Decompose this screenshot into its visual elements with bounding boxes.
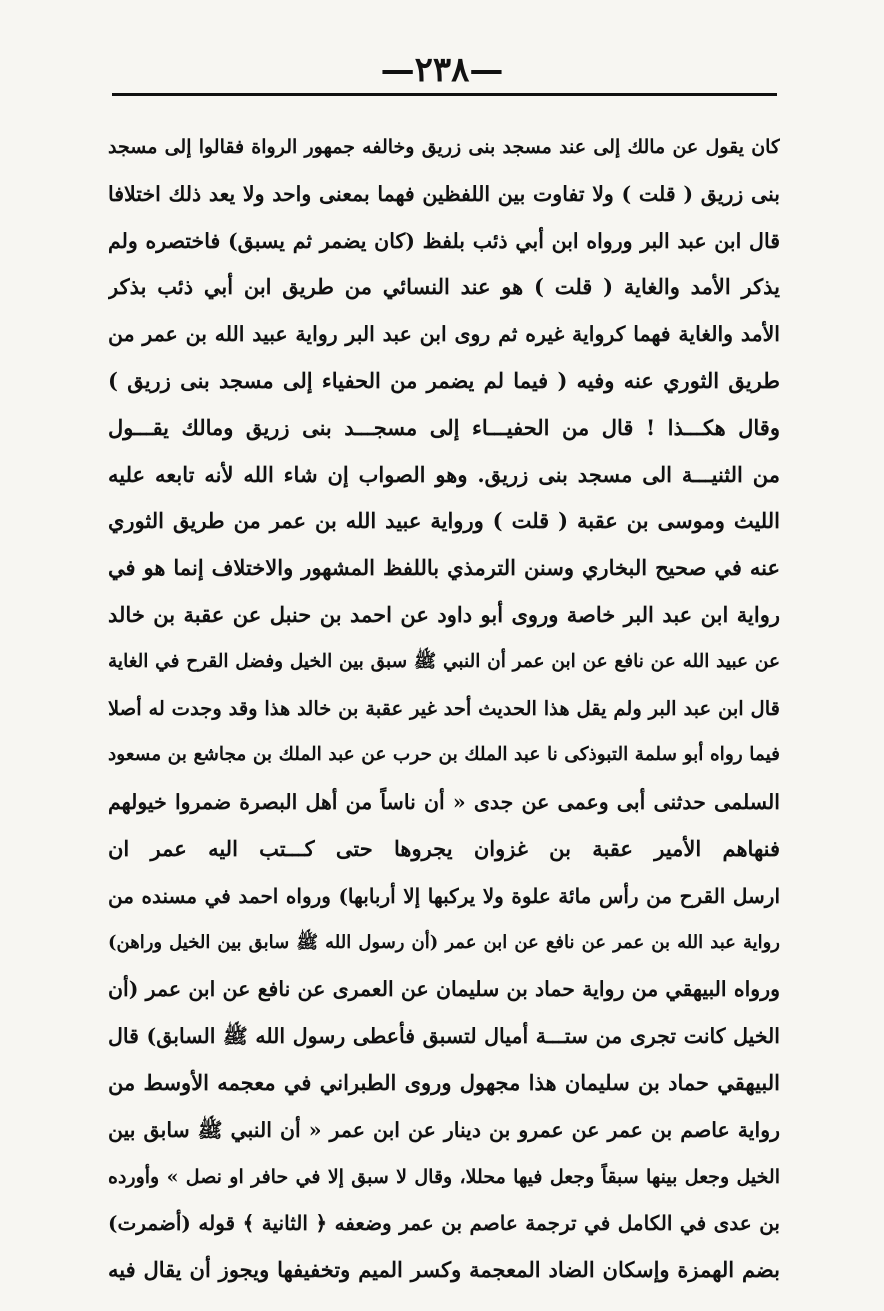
text-line: عن عبيد الله عن نافع عن ابن عمر أن النبي ﷺ سبق بين الخيل وفضل القرح في الغاية [108,650,780,672]
text-line: الخيل كانت تجرى من ستـــة أميال لتسبق فأعطى رسول الله ﷺ السابق) قال [108,1024,780,1049]
text-line: بن عدى في الكامل في ترجمة عاصم بن عمر وضعفه ﴿ الثانية ﴾ قوله (أضمرت) [108,1211,780,1236]
text-line: رواية عبد الله بن عمر عن نافع عن ابن عمر (أن رسول الله ﷺ سابق بين الخيل وراهن) [108,931,780,953]
text-line: الأمد والغاية فهما كرواية غيره ثم روى ابن عبد البر رواية عبيد الله بن عمر من [108,322,780,347]
text-line: بضم الهمزة وإسكان الضاد المعجمة وكسر الميم وتخفيفها ويجوز أن يقال فيه [108,1257,780,1283]
page-number: —٢٣٨— [380,50,504,90]
body-text [108,124,780,1294]
text-line: قال ابن عبد البر ورواه ابن أبي ذئب بلفظ (كان يضمر ثم يسبق) فاختصره ولم [108,228,780,253]
text-line: البيهقي حماد بن سليمان هذا مجهول وروى الطبراني في معجمه الأوسط من [108,1069,780,1095]
text-line: السلمى حدثنى أبى وعمى عن جدى « أن ناساً من أهل البصرة ضمروا خيولهم [108,790,780,815]
text-line: الخيل وجعل بينها سبقاً وجعل فيها محللا، وقال لا سبق إلا في حافر او نصل » وأورده [108,1165,780,1188]
text-line: الليث وموسى بن عقبة ( قلت ) ورواية عبيد الله بن عمر من طريق الثوري [108,508,780,534]
text-line: ارسل القرح من رأس مائة علوة ولا يركبها إلا أربابها) ورواه احمد في مسنده من [108,883,780,908]
text-line: بنى زريق ( قلت ) ولا تفاوت بين اللفظين فهما بمعنى واحد ولا يعد ذلك اختلافا [108,181,780,206]
text-line: من الثنيـــة الى مسجد بنى زريق. وهو الصواب إن شاء الله لأنه تابعه عليه [108,461,780,487]
text-line: يذكر الأمد والغاية ( قلت ) هو عند النسائي من طريق ابن أبي ذئب بذكر [108,274,780,300]
text-line: ورواه البيهقي من رواية حماد بن سليمان عن العمرى عن نافع عن ابن عمر (أن [108,977,780,1002]
text-line: رواية ابن عبد البر خاصة وروى أبو داود عن احمد بن حنبل عن عقبة بن خالد [108,601,780,627]
text-line: وقال هكـــذا ! قال من الحفيـــاء إلى مسجـــد بنى زريق ومالك يقـــول [108,414,780,440]
text-line: فنهاهم الأمير عقبة بن غزوان يجروها حتى كـــتب اليه عمر ان [108,835,780,861]
text-line: قال ابن عبد البر ولم يقل هذا الحديث أحد غير عقبة بن خالد هذا وقد وجدت له أصلا [108,696,780,720]
text-line: عنه في صحيح البخاري وسنن الترمذي باللفظ المشهور والاختلاف إنما هو في [108,555,780,581]
text-line: طريق الثوري عنه وفيه ( فيما لم يضمر من الحفياء إلى مسجد بنى زريق ) [108,367,780,393]
text-line: فيما رواه أبو سلمة التبوذكى نا عبد الملك بن حرب عن عبد الملك بن مجاشع بن مسعود [108,744,780,766]
text-line: كان يقول عن مالك إلى عند مسجد بنى زريق وخالفه جمهور الرواة فقالوا إلى مسجد [108,136,780,158]
text-line: رواية عاصم بن عمر عن عمرو بن دينار عن ابن عمر « أن النبي ﷺ سابق بين [108,1117,780,1142]
header-rule [112,93,777,96]
